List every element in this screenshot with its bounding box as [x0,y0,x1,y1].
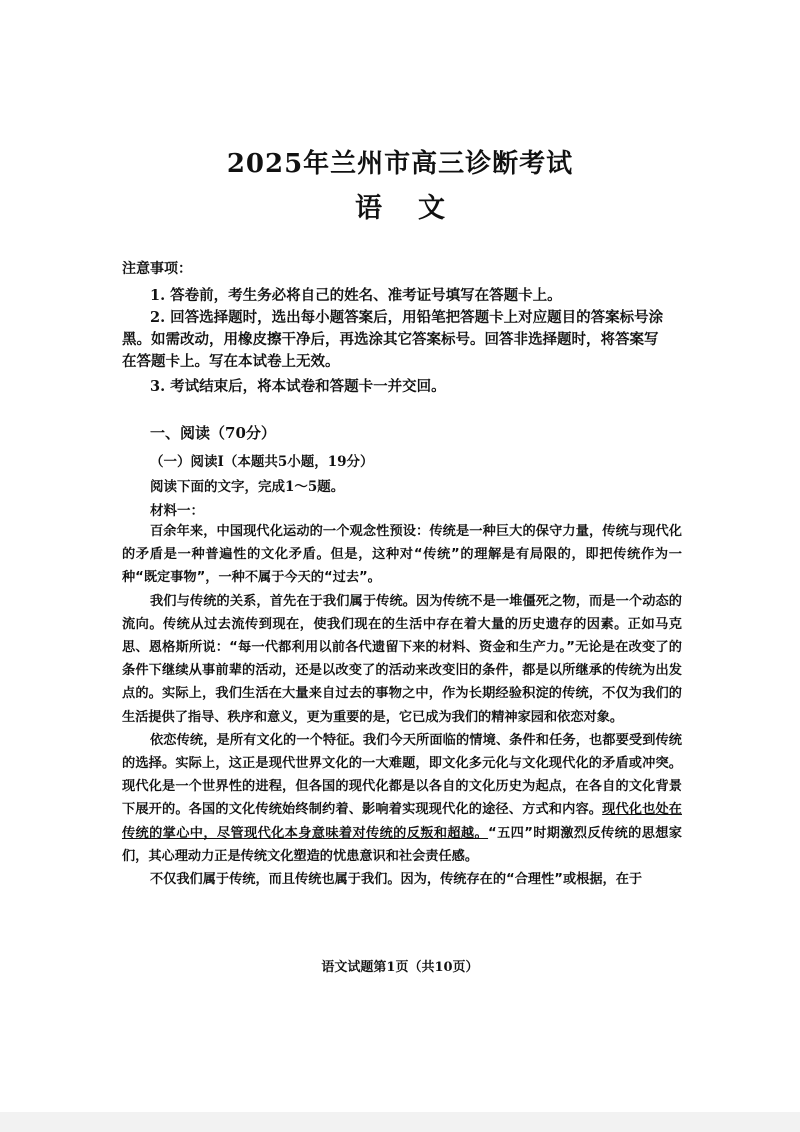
exam-title: 2025年兰州市高三诊断考试 [226,149,574,179]
section-heading: 一、阅读（70分） [150,424,276,442]
passage-paragraph-3 [122,729,682,868]
passage-paragraph-3-text-b: “五四”时期激烈反传统的思想家们，其心理动力正是传统文化塑造的忧患意识和社会责任感。 [122,825,682,864]
underlined-sentence: 现代化也处在传统的掌心中，尽管现代化本身意味着对传统的反叛和超越。 [122,802,682,841]
page-footer: 语文试题第1页（共10页） [321,960,479,975]
notice-heading: 注意事项： [122,261,192,277]
sub-section-heading: （一）阅读Ⅰ（本题共5小题，19分） [150,454,374,470]
passage-paragraph-4: 不仅我们属于传统，而且传统也属于我们。因为，传统存在的“合理性”或根据，在于 [150,872,643,888]
passage-paragraph-3-text-a: 依恋传统，是所有文化的一个特征。我们今天所面临的情境、条件和任务，也都要受到传统的选择。实际上，这正是现代世界文化的一大难题，即文化多元化与文化现代化的矛盾或冲突。现代化是一个世界性的进程，但各国的现代化都是以各自的文化历史为起点，在各自的文化背景下展开的。各国的文化传统始终制约着、影响着实现现代化的途径、方式和内容。 [122,732,682,818]
passage-paragraph-1: 百余年来，中国现代化运动的一个观念性预设：传统是一种巨大的保守力量，传统与现代化的矛盾是一种普遍性的文化矛盾。但是，这种对“传统”的理解是有局限的，即把传统作为一种“既定事物”，一种不属于今天的“过去”。 [122,524,682,586]
material-label: 材料一： [150,503,204,519]
passage-paragraph-2: 我们与传统的关系，首先在于我们属于传统。因为传统不是一堆僵死之物，而是一个动态的流向。传统从过去流传到现在，使我们现在的生活中存在着大量的历史遗存的因素。正如马克思、恩格斯所说：“每一代都利用以前各代遗留下来的材料、资金和生产力。”无论是在改变了的条件下继续从事前辈的活动，还是以改变了的活动来改变旧的条件，都是以所继承的传统为出发点的。实际上，我们生活在大量来自过去的事物之中，作为长期经验积淀的传统，不仅为我们的生活提供了指导、秩序和意义，更为重要的是，它已成为我们的精神家园和依恋对象。 [122,593,682,725]
notice-item-1: 1. 答卷前，考生务必将自己的姓名、准考证号填写在答题卡上。 [150,287,562,304]
notice-item-3: 3. 考试结束后，将本试卷和答题卡一并交回。 [150,378,446,395]
reading-passage [122,520,682,891]
reading-instruction: 阅读下面的文字，完成1～5题。 [150,479,345,495]
notice-item-2: 2. 回答选择题时，选出每小题答案后，用铅笔把答题卡上对应题目的答案标号涂黑。如需改动，用橡皮擦干净后，再选涂其它答案标号。回答非选择题时，将答案写在答题卡上。写在本试卷上无效。 [122,309,664,370]
subject-title: 语文 [355,193,481,224]
